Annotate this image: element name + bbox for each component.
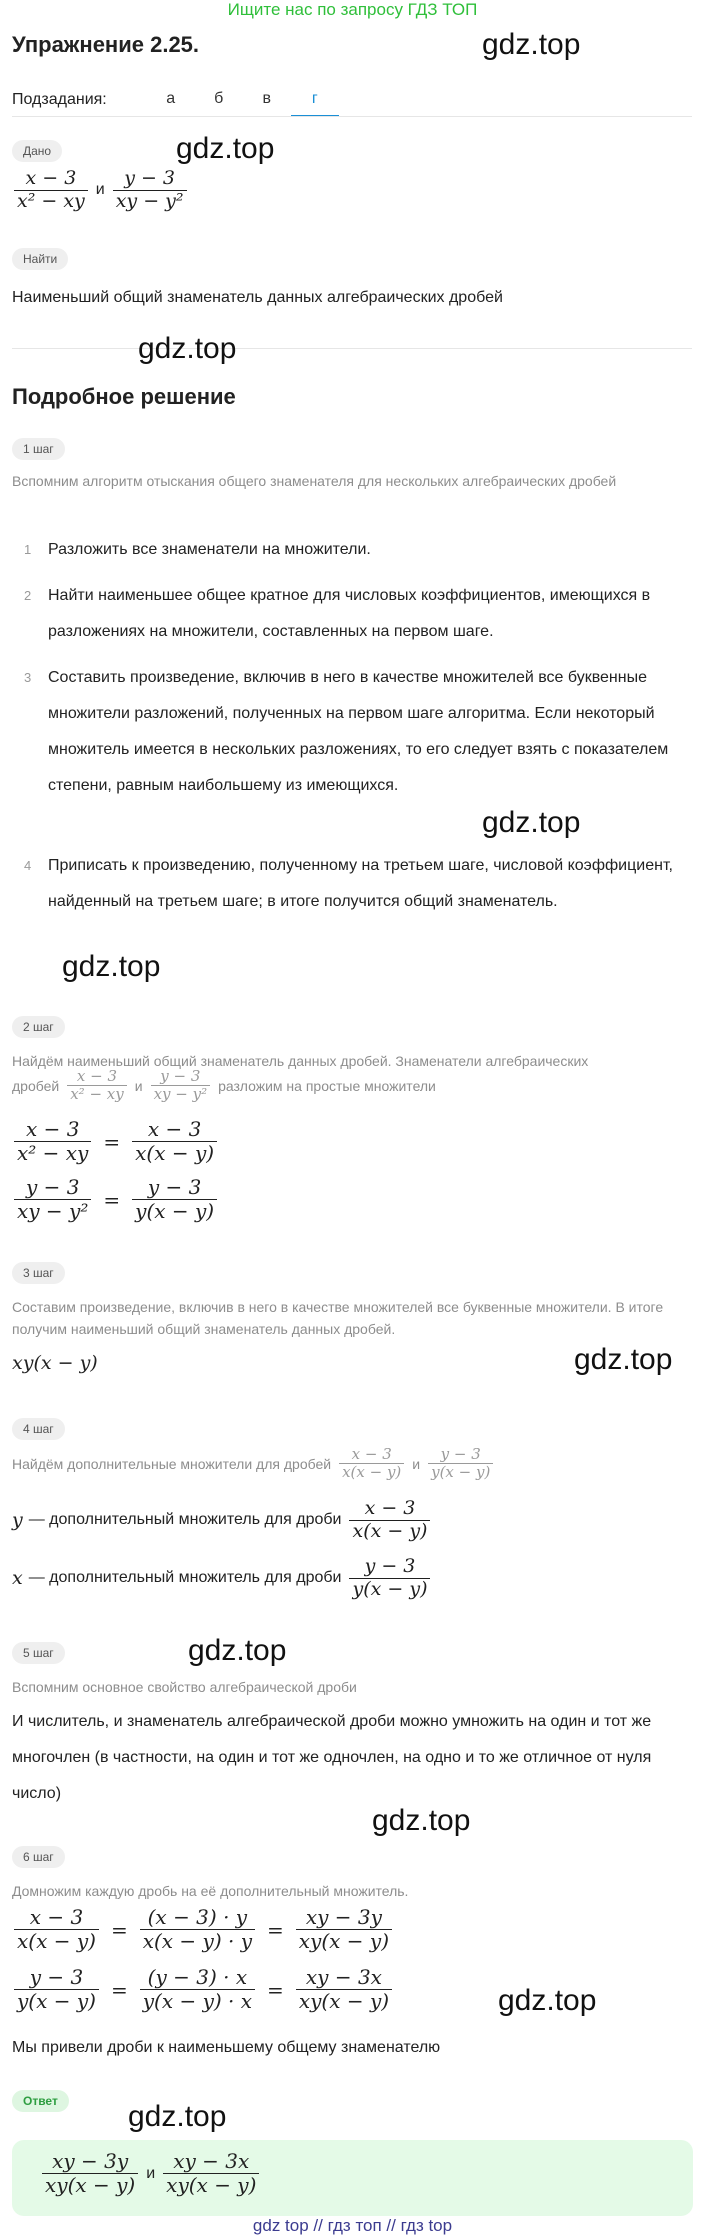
list-item	[24, 848, 694, 920]
list-item	[24, 660, 694, 804]
equals-sign: =	[103, 1187, 121, 1212]
equals-sign: =	[267, 1917, 284, 1942]
watermark: gdz.top	[372, 1804, 471, 1837]
conclusion-text: Мы привели дроби к наименьшему общему знаменателю	[12, 2039, 441, 2056]
denominator: x² − xy	[17, 189, 85, 212]
numerator: xy − 3y	[42, 2150, 138, 2174]
solution-heading: Подробное решение	[12, 384, 236, 409]
intro-text: Найдём дополнительные множители для дробей	[12, 1455, 332, 1472]
list-item	[24, 532, 694, 568]
list-item	[24, 578, 694, 650]
find-text: Наименьший общий знаменатель данных алгебраических дробей	[12, 289, 503, 306]
watermark: gdz.top	[62, 950, 161, 983]
denominator: xy(x − y)	[298, 1929, 390, 1953]
item-number: 2	[24, 588, 32, 603]
factor-text: — дополнительный множитель для дроби	[28, 1569, 342, 1587]
given-chip: Дано	[12, 140, 62, 162]
denominator: xy(x − y)	[166, 2173, 257, 2197]
fraction	[67, 1068, 127, 1104]
item-text: Найти наименьшее общее кратное для числовых коэффициентов, имеющихся в разложениях на множители, составленных на первом шаге.	[48, 587, 651, 640]
divider	[12, 116, 692, 117]
numerator: y − 3	[151, 1068, 211, 1086]
equation	[12, 1966, 394, 2013]
and-text: и	[146, 2164, 156, 2182]
numerator: y − 3	[14, 1176, 91, 1200]
factor-variable: y	[12, 1509, 23, 1532]
item-number: 3	[24, 670, 32, 685]
factor-line	[12, 1556, 432, 1601]
and-text: и	[95, 181, 105, 199]
fraction	[14, 1966, 99, 2013]
item-number: 4	[24, 858, 32, 873]
tab-g[interactable]: г	[291, 86, 339, 114]
watermark: gdz.top	[128, 2100, 227, 2133]
watermark: gdz.top	[574, 1343, 673, 1376]
factor-text: — дополнительный множитель для дроби	[28, 1511, 342, 1529]
fraction	[140, 1906, 255, 1953]
fraction	[339, 1446, 404, 1482]
numerator: xy − 3y	[296, 1906, 392, 1930]
step-intro-fractions	[12, 1068, 436, 1104]
denominator: x(x − y)	[135, 1141, 215, 1165]
denominator: xy(x − y)	[298, 1989, 390, 2013]
watermark: gdz.top	[176, 132, 275, 165]
step-chip: 3 шаг	[12, 1262, 65, 1284]
fraction	[14, 1176, 91, 1223]
fraction	[428, 1446, 493, 1482]
subtask-tabs	[12, 86, 339, 114]
watermark: gdz.top	[498, 1984, 597, 2017]
fraction	[140, 1966, 255, 2013]
equals-sign: =	[267, 1977, 284, 2002]
subtasks-label: Подзадания:	[12, 91, 107, 108]
step-chip: 2 шаг	[12, 1016, 65, 1038]
item-text: Приписать к произведению, полученному на третьем шаге, числовой коэффициент, найденный на третьем шаге; в итоге получится общий знаменатель.	[48, 857, 673, 910]
numerator: y − 3	[113, 168, 187, 191]
step-intro: Вспомним основное свойство алгебраической дроби	[12, 1679, 357, 1695]
find-chip: Найти	[12, 248, 68, 270]
step-chip: 1 шаг	[12, 438, 65, 460]
numerator: y − 3	[428, 1446, 493, 1464]
equation	[12, 1118, 219, 1165]
step-chip: 6 шаг	[12, 1846, 65, 1868]
denominator: x(x − y)	[17, 1929, 96, 1953]
footer-links[interactable]: gdz top // гдз топ // гдз top	[252, 2216, 453, 2235]
item-text: Разложить все знаменатели на множители.	[48, 541, 371, 558]
denominator: xy − y²	[153, 1085, 208, 1104]
and-text: и	[134, 1077, 143, 1094]
numerator: x − 3	[132, 1118, 217, 1142]
numerator: (x − 3) · y	[140, 1906, 255, 1930]
tab-a[interactable]: а	[166, 90, 176, 107]
step-chip: 5 шаг	[12, 1642, 65, 1664]
tab-b[interactable]: б	[214, 90, 224, 107]
equation	[12, 1906, 394, 1953]
factor-variable: x	[12, 1567, 23, 1590]
fraction	[349, 1556, 430, 1601]
numerator: x − 3	[339, 1446, 404, 1464]
numerator: y − 3	[132, 1176, 217, 1200]
fraction	[296, 1966, 392, 2013]
step-intro-fractions	[12, 1446, 495, 1482]
denominator: x(x − y) · y	[142, 1929, 253, 1953]
denominator: x² − xy	[70, 1085, 124, 1104]
numerator: y − 3	[14, 1966, 99, 1990]
numerator: (y − 3) · x	[140, 1966, 255, 1990]
denominator: y(x − y) · x	[142, 1989, 253, 2013]
equals-sign: =	[103, 1129, 121, 1154]
given-fractions	[12, 168, 189, 213]
step-intro: Вспомним алгоритм отыскания общего знаменателя для нескольких алгебраических дробей	[12, 473, 617, 489]
denominator: xy − y²	[115, 189, 184, 212]
numerator: y − 3	[349, 1556, 430, 1579]
fraction	[42, 2150, 138, 2197]
watermark: gdz.top	[482, 806, 581, 839]
fraction	[113, 168, 187, 213]
fraction	[14, 1906, 99, 1953]
answer-fractions	[40, 2150, 261, 2197]
numerator: x − 3	[349, 1498, 430, 1521]
numerator: x − 3	[14, 1906, 99, 1930]
intro-text: дробей	[12, 1077, 60, 1094]
watermark: gdz.top	[188, 1634, 287, 1667]
denominator: y(x − y)	[135, 1199, 215, 1223]
search-banner[interactable]: Ищите нас по запросу ГДЗ ТОП	[227, 0, 478, 19]
step-intro: Домножим каждую дробь на её дополнительный множитель.	[12, 1883, 409, 1899]
equals-sign: =	[110, 1917, 128, 1942]
fraction	[132, 1176, 217, 1223]
denominator: xy(x − y)	[45, 2173, 136, 2197]
numerator: x − 3	[14, 1118, 91, 1142]
numerator: xy − 3x	[163, 2150, 259, 2174]
factor-line	[12, 1498, 432, 1543]
equation	[12, 1176, 219, 1223]
fraction	[296, 1906, 392, 1953]
item-number: 1	[24, 542, 32, 557]
numerator: x − 3	[14, 168, 88, 191]
fraction	[14, 168, 88, 213]
answer-box	[12, 2140, 693, 2216]
fraction	[163, 2150, 259, 2197]
numerator: xy − 3x	[296, 1966, 392, 1990]
denominator: xy − y²	[17, 1199, 89, 1223]
denominator: y(x − y)	[352, 1577, 428, 1600]
fraction	[151, 1068, 211, 1104]
divider	[12, 348, 692, 349]
denominator: x(x − y)	[352, 1519, 428, 1542]
step-chip: 4 шаг	[12, 1418, 65, 1440]
denominator: y(x − y)	[17, 1989, 96, 2013]
denominator: x(x − y)	[342, 1463, 402, 1482]
and-text: и	[412, 1455, 421, 1472]
step-intro: Найдём наименьший общий знаменатель данных дробей. Знаменатели алгебраических	[12, 1053, 589, 1069]
fraction	[14, 1118, 91, 1165]
item-text: Составить произведение, включив в него в качестве множителей все буквенные множители разложений, полученных на первом шаге алгоритма. Если некоторый множитель имеется в нескольких разложениях, то его следует взять с показателем степени, равным наибольшему из имеющихся.	[48, 669, 669, 794]
watermark: gdz.top	[138, 332, 237, 365]
answer-chip: Ответ	[12, 2090, 69, 2112]
step-text: И числитель, и знаменатель алгебраической дроби можно умножить на один и тот же многочлен (в частности, на один и тот же одночлен, на одно и то же отличное от нуля число)	[12, 1713, 652, 1802]
step-intro: Составим произведение, включив в него в качестве множителей все буквенные множители. В итоге получим наименьший общий знаменатель данных дробей.	[12, 1299, 664, 1337]
common-denominator: xy(x − y)	[12, 1352, 98, 1374]
page-title: Упражнение 2.25.	[12, 32, 200, 57]
watermark: gdz.top	[482, 28, 581, 61]
denominator: y(x − y)	[431, 1463, 491, 1482]
denominator: x² − xy	[17, 1141, 89, 1165]
intro-text: разложим на простые множители	[218, 1077, 436, 1094]
tab-v[interactable]: в	[262, 90, 271, 107]
equals-sign: =	[110, 1977, 128, 2002]
fraction	[132, 1118, 217, 1165]
numerator: x − 3	[67, 1068, 127, 1086]
fraction	[349, 1498, 430, 1543]
